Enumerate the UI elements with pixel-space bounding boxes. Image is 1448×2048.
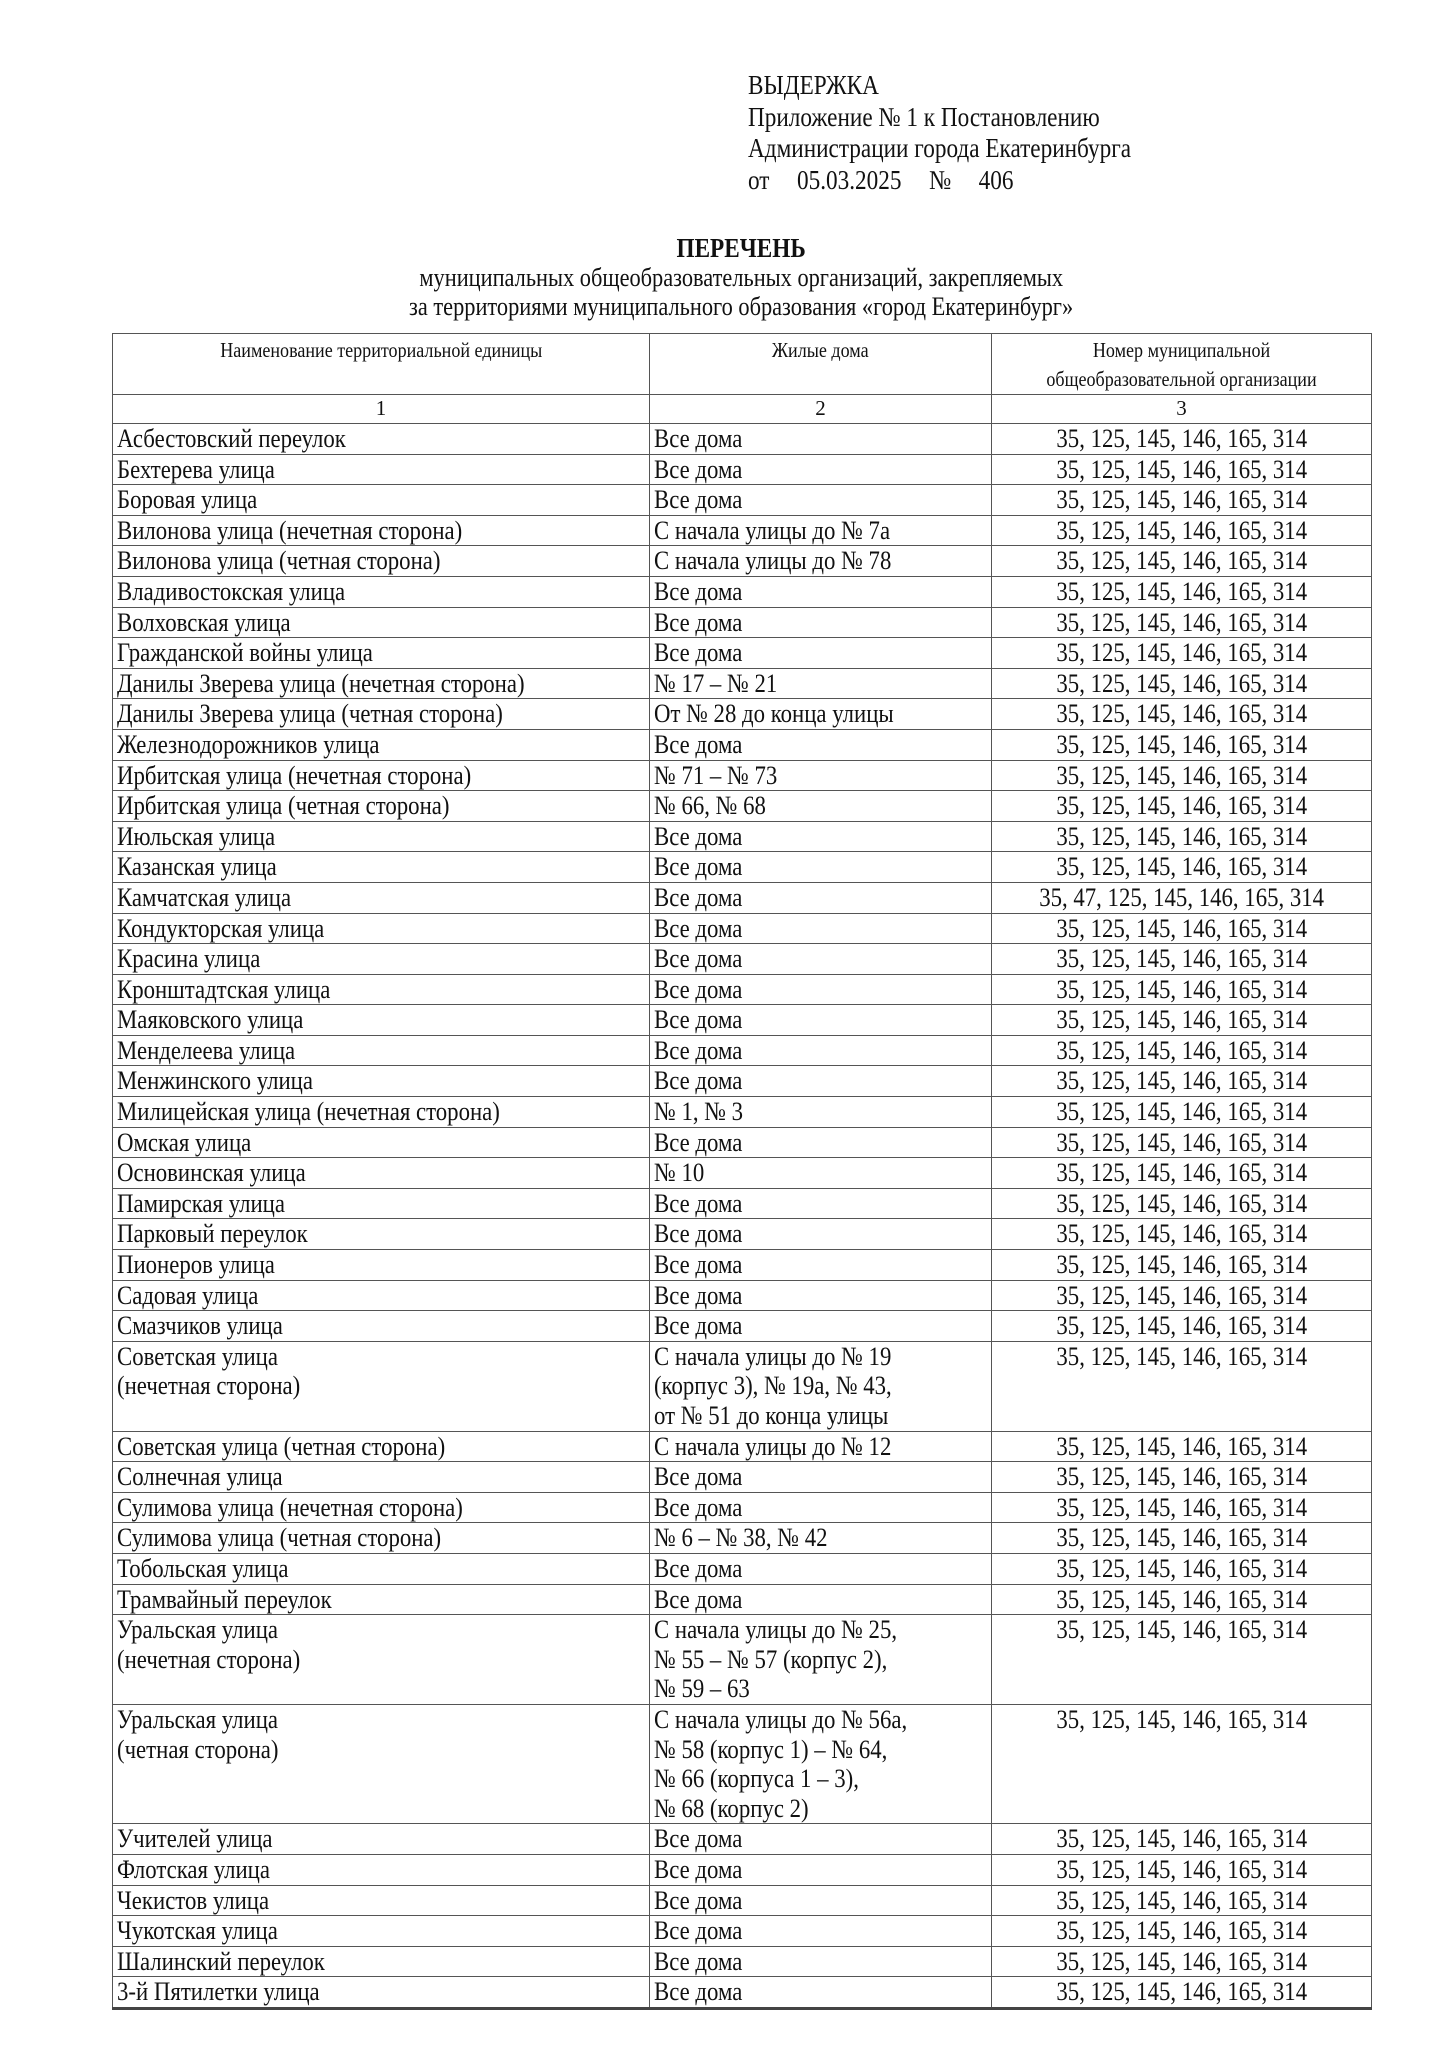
cell-territorial-unit: Парковый переулок (113, 1219, 650, 1250)
table-row (113, 1219, 1372, 1250)
cell-school-numbers: 35, 125, 145, 146, 165, 314 (992, 1615, 1372, 1705)
cell-school-numbers: 35, 125, 145, 146, 165, 314 (992, 944, 1372, 975)
cell-territorial-unit: Вилонова улица (четная сторона) (113, 546, 650, 577)
stamp-extract-label: ВЫДЕРЖКА (748, 70, 879, 100)
table-row (113, 1462, 1372, 1493)
cell-houses: Все дома (650, 852, 992, 883)
table-row (113, 821, 1372, 852)
table-row (113, 1916, 1372, 1947)
cell-school-numbers: 35, 125, 145, 146, 165, 314 (992, 1824, 1372, 1855)
cell-school-numbers: 35, 125, 145, 146, 165, 314 (992, 1341, 1372, 1431)
cell-houses: Все дома (650, 1280, 992, 1311)
cell-school-numbers: 35, 125, 145, 146, 165, 314 (992, 1005, 1372, 1036)
cell-houses: Все дома (650, 1250, 992, 1281)
cell-houses: № 1, № 3 (650, 1097, 992, 1128)
cell-houses: Все дома (650, 1946, 992, 1977)
cell-school-numbers: 35, 125, 145, 146, 165, 314 (992, 424, 1372, 455)
cell-houses: Все дома (650, 1066, 992, 1097)
table-row (113, 1158, 1372, 1189)
cell-territorial-unit: Маяковского улица (113, 1005, 650, 1036)
cell-territorial-unit: Пионеров улица (113, 1250, 650, 1281)
table-row (113, 668, 1372, 699)
cell-territorial-unit: Кондукторская улица (113, 913, 650, 944)
table-row (113, 1005, 1372, 1036)
cell-territorial-unit: Шалинский переулок (113, 1946, 650, 1977)
cell-territorial-unit: Основинская улица (113, 1158, 650, 1189)
cell-houses: С начала улицы до № 56а, № 58 (корпус 1) – № 64, № 66 (корпуса 1 – 3), № 68 (корпус 2) (650, 1704, 992, 1823)
table-body (113, 424, 1372, 2009)
cell-houses: Все дома (650, 1005, 992, 1036)
cell-school-numbers: 35, 125, 145, 146, 165, 314 (992, 1553, 1372, 1584)
table-row (113, 638, 1372, 669)
cell-territorial-unit: Данилы Зверева улица (четная сторона) (113, 699, 650, 730)
subtitle-line-1: муниципальных общеобразовательных организаций, закрепляемых (419, 263, 1063, 292)
table-row (113, 1097, 1372, 1128)
cell-school-numbers: 35, 125, 145, 146, 165, 314 (992, 1854, 1372, 1885)
table-row (113, 1250, 1372, 1281)
column-number-3: 3 (992, 395, 1372, 424)
cell-school-numbers: 35, 125, 145, 146, 165, 314 (992, 729, 1372, 760)
table-row (113, 1311, 1372, 1342)
cell-territorial-unit: Бехтерева улица (113, 454, 650, 485)
cell-territorial-unit: Чекистов улица (113, 1885, 650, 1916)
cell-territorial-unit: Июльская улица (113, 821, 650, 852)
cell-territorial-unit: Камчатская улица (113, 882, 650, 913)
cell-school-numbers: 35, 125, 145, 146, 165, 314 (992, 1492, 1372, 1523)
cell-houses: Все дома (650, 1916, 992, 1947)
cell-territorial-unit: Гражданской войны улица (113, 638, 650, 669)
table-row (113, 1341, 1372, 1431)
table-row (113, 1946, 1372, 1977)
cell-school-numbers: 35, 125, 145, 146, 165, 314 (992, 1584, 1372, 1615)
cell-houses: Все дома (650, 1885, 992, 1916)
cell-territorial-unit: Садовая улица (113, 1280, 650, 1311)
cell-houses: С начала улицы до № 78 (650, 546, 992, 577)
header-residential-houses: Жилые дома (650, 334, 992, 395)
cell-territorial-unit: Милицейская улица (нечетная сторона) (113, 1097, 650, 1128)
title-block (112, 233, 1370, 321)
table-row (113, 1584, 1372, 1615)
cell-houses: Все дома (650, 485, 992, 516)
table-row (113, 882, 1372, 913)
cell-school-numbers: 35, 125, 145, 146, 165, 314 (992, 454, 1372, 485)
cell-territorial-unit: Учителей улица (113, 1824, 650, 1855)
cell-school-numbers: 35, 125, 145, 146, 165, 314 (992, 1097, 1372, 1128)
cell-school-numbers: 35, 125, 145, 146, 165, 314 (992, 546, 1372, 577)
cell-houses: Все дома (650, 974, 992, 1005)
cell-territorial-unit: Данилы Зверева улица (нечетная сторона) (113, 668, 650, 699)
schools-table (112, 333, 1372, 2010)
cell-territorial-unit: Асбестовский переулок (113, 424, 650, 455)
header-school-number: Номер муниципальной общеобразовательной организации (992, 334, 1372, 395)
table-row (113, 913, 1372, 944)
subtitle-line-2: за территориями муниципального образования «город Екатеринбург» (408, 292, 1074, 321)
cell-territorial-unit: Советская улица (нечетная сторона) (113, 1341, 650, 1431)
cell-school-numbers: 35, 125, 145, 146, 165, 314 (992, 913, 1372, 944)
cell-school-numbers: 35, 125, 145, 146, 165, 314 (992, 1127, 1372, 1158)
cell-territorial-unit: Флотская улица (113, 1854, 650, 1885)
cell-houses: С начала улицы до № 12 (650, 1431, 992, 1462)
cell-houses: Все дома (650, 729, 992, 760)
table-row (113, 1977, 1372, 2009)
table-row (113, 944, 1372, 975)
cell-houses: С начала улицы до № 25, № 55 – № 57 (корпус 2), № 59 – 63 (650, 1615, 992, 1705)
cell-school-numbers: 35, 125, 145, 146, 165, 314 (992, 1946, 1372, 1977)
cell-territorial-unit: Менделеева улица (113, 1035, 650, 1066)
cell-houses: С начала улицы до № 19 (корпус 3), № 19а, № 43, от № 51 до конца улицы (650, 1341, 992, 1431)
cell-school-numbers: 35, 125, 145, 146, 165, 314 (992, 852, 1372, 883)
cell-school-numbers: 35, 125, 145, 146, 165, 314 (992, 485, 1372, 516)
stamp-number: 406 (978, 164, 1014, 195)
table-row (113, 515, 1372, 546)
cell-territorial-unit: Трамвайный переулок (113, 1584, 650, 1615)
cell-school-numbers: 35, 125, 145, 146, 165, 314 (992, 1188, 1372, 1219)
cell-school-numbers: 35, 125, 145, 146, 165, 314 (992, 1704, 1372, 1823)
cell-school-numbers: 35, 125, 145, 146, 165, 314 (992, 791, 1372, 822)
stamp-appendix-line: Приложение № 1 к Постановлению (748, 101, 1100, 132)
cell-school-numbers: 35, 125, 145, 146, 165, 314 (992, 760, 1372, 791)
cell-territorial-unit: Сулимова улица (нечетная сторона) (113, 1492, 650, 1523)
table-row (113, 852, 1372, 883)
table-row (113, 1431, 1372, 1462)
cell-territorial-unit: Боровая улица (113, 485, 650, 516)
table-row (113, 1704, 1372, 1823)
cell-houses: Все дома (650, 607, 992, 638)
cell-houses: Все дома (650, 1824, 992, 1855)
cell-school-numbers: 35, 125, 145, 146, 165, 314 (992, 1523, 1372, 1554)
cell-school-numbers: 35, 125, 145, 146, 165, 314 (992, 699, 1372, 730)
cell-territorial-unit: Уральская улица (четная сторона) (113, 1704, 650, 1823)
table-row (113, 1615, 1372, 1705)
cell-territorial-unit: Казанская улица (113, 852, 650, 883)
cell-school-numbers: 35, 125, 145, 146, 165, 314 (992, 1431, 1372, 1462)
cell-territorial-unit: Омская улица (113, 1127, 650, 1158)
table-row (113, 699, 1372, 730)
table-row (113, 1188, 1372, 1219)
cell-houses: Все дома (650, 638, 992, 669)
cell-houses: Все дома (650, 821, 992, 852)
table-header-row (113, 334, 1372, 395)
cell-houses: Все дома (650, 1854, 992, 1885)
cell-houses: Все дома (650, 882, 992, 913)
cell-territorial-unit: Тобольская улица (113, 1553, 650, 1584)
cell-houses: Все дома (650, 1462, 992, 1493)
cell-houses: Все дома (650, 1492, 992, 1523)
cell-territorial-unit: 3-й Пятилетки улица (113, 1977, 650, 2009)
table-row (113, 485, 1372, 516)
cell-houses: Все дома (650, 1977, 992, 2009)
cell-school-numbers: 35, 125, 145, 146, 165, 314 (992, 1158, 1372, 1189)
document-stamp (748, 70, 1193, 196)
stamp-administration-line: Администрации города Екатеринбурга (748, 133, 1132, 163)
cell-school-numbers: 35, 125, 145, 146, 165, 314 (992, 1280, 1372, 1311)
table-row (113, 974, 1372, 1005)
cell-houses: № 66, № 68 (650, 791, 992, 822)
cell-territorial-unit: Ирбитская улица (четная сторона) (113, 791, 650, 822)
stamp-date-line (748, 165, 1131, 197)
table-row (113, 1127, 1372, 1158)
cell-school-numbers: 35, 125, 145, 146, 165, 314 (992, 1916, 1372, 1947)
cell-school-numbers: 35, 125, 145, 146, 165, 314 (992, 1311, 1372, 1342)
cell-territorial-unit: Сулимова улица (четная сторона) (113, 1523, 650, 1554)
table-row (113, 454, 1372, 485)
table-row (113, 576, 1372, 607)
cell-territorial-unit: Ирбитская улица (нечетная сторона) (113, 760, 650, 791)
table-row (113, 760, 1372, 791)
cell-school-numbers: 35, 125, 145, 146, 165, 314 (992, 1219, 1372, 1250)
cell-school-numbers: 35, 125, 145, 146, 165, 314 (992, 668, 1372, 699)
table-row (113, 1824, 1372, 1855)
header-territorial-unit: Наименование территориальной единицы (113, 334, 650, 395)
cell-houses: Все дома (650, 1035, 992, 1066)
cell-school-numbers: 35, 125, 145, 146, 165, 314 (992, 1066, 1372, 1097)
cell-territorial-unit: Волховская улица (113, 607, 650, 638)
table-row (113, 1523, 1372, 1554)
cell-school-numbers: 35, 125, 145, 146, 165, 314 (992, 515, 1372, 546)
cell-houses: Все дома (650, 944, 992, 975)
cell-school-numbers: 35, 125, 145, 146, 165, 314 (992, 821, 1372, 852)
cell-school-numbers: 35, 125, 145, 146, 165, 314 (992, 1250, 1372, 1281)
cell-houses: Все дома (650, 576, 992, 607)
cell-territorial-unit: Советская улица (четная сторона) (113, 1431, 650, 1462)
column-number-2: 2 (650, 395, 992, 424)
table-row (113, 1066, 1372, 1097)
cell-school-numbers: 35, 47, 125, 145, 146, 165, 314 (992, 882, 1372, 913)
cell-school-numbers: 35, 125, 145, 146, 165, 314 (992, 576, 1372, 607)
table-row (113, 1885, 1372, 1916)
cell-territorial-unit: Уральская улица (нечетная сторона) (113, 1615, 650, 1705)
cell-territorial-unit: Вилонова улица (нечетная сторона) (113, 515, 650, 546)
page-title: ПЕРЕЧЕНЬ (676, 233, 806, 263)
cell-school-numbers: 35, 125, 145, 146, 165, 314 (992, 1035, 1372, 1066)
cell-school-numbers: 35, 125, 145, 146, 165, 314 (992, 607, 1372, 638)
stamp-number-sign: № (928, 164, 952, 195)
cell-territorial-unit: Смазчиков улица (113, 1311, 650, 1342)
table-row (113, 791, 1372, 822)
cell-territorial-unit: Владивостокская улица (113, 576, 650, 607)
cell-territorial-unit: Солнечная улица (113, 1462, 650, 1493)
cell-houses: С начала улицы до № 7а (650, 515, 992, 546)
cell-houses: № 17 – № 21 (650, 668, 992, 699)
cell-houses: От № 28 до конца улицы (650, 699, 992, 730)
table-row (113, 546, 1372, 577)
cell-territorial-unit: Железнодорожников улица (113, 729, 650, 760)
table-row (113, 1280, 1372, 1311)
cell-houses: Все дома (650, 424, 992, 455)
column-numbers-row (113, 395, 1372, 424)
cell-houses: Все дома (650, 1553, 992, 1584)
cell-school-numbers: 35, 125, 145, 146, 165, 314 (992, 974, 1372, 1005)
cell-territorial-unit: Менжинского улица (113, 1066, 650, 1097)
cell-school-numbers: 35, 125, 145, 146, 165, 314 (992, 638, 1372, 669)
cell-houses: Все дома (650, 1127, 992, 1158)
cell-houses: Все дома (650, 454, 992, 485)
cell-school-numbers: 35, 125, 145, 146, 165, 314 (992, 1462, 1372, 1493)
cell-houses: № 10 (650, 1158, 992, 1189)
cell-territorial-unit: Чукотская улица (113, 1916, 650, 1947)
cell-school-numbers: 35, 125, 145, 146, 165, 314 (992, 1885, 1372, 1916)
table-row (113, 729, 1372, 760)
cell-school-numbers: 35, 125, 145, 146, 165, 314 (992, 1977, 1372, 2009)
table-row (113, 1854, 1372, 1885)
column-number-1: 1 (113, 395, 650, 424)
table-row (113, 1035, 1372, 1066)
table-row (113, 1553, 1372, 1584)
table-row (113, 1492, 1372, 1523)
cell-territorial-unit: Кронштадтская улица (113, 974, 650, 1005)
cell-houses: № 6 – № 38, № 42 (650, 1523, 992, 1554)
cell-territorial-unit: Красина улица (113, 944, 650, 975)
stamp-from-label: от (748, 164, 770, 195)
cell-houses: Все дома (650, 1219, 992, 1250)
stamp-date: 05.03.2025 (796, 164, 902, 195)
cell-houses: Все дома (650, 1188, 992, 1219)
table-row (113, 424, 1372, 455)
cell-territorial-unit: Памирская улица (113, 1188, 650, 1219)
cell-houses: Все дома (650, 1311, 992, 1342)
table-row (113, 607, 1372, 638)
cell-houses: Все дома (650, 1584, 992, 1615)
cell-houses: Все дома (650, 913, 992, 944)
cell-houses: № 71 – № 73 (650, 760, 992, 791)
